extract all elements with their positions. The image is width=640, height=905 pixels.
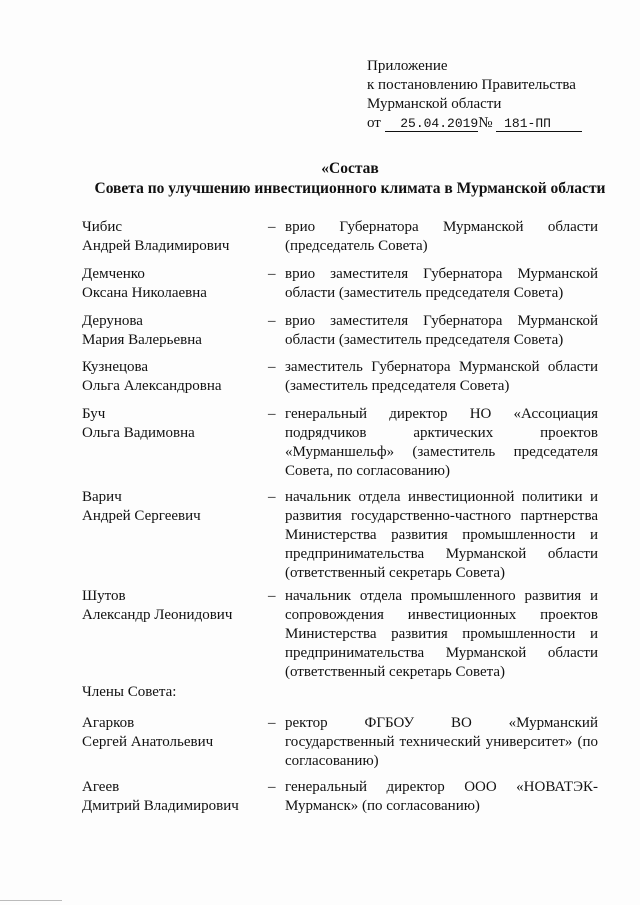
- member-role: врио заместителя Губернатора Мурманской области (заместитель председателя Совета): [285, 266, 598, 301]
- member-name: [82, 218, 262, 256]
- member-given-name: Александр Леонидович: [82, 607, 233, 623]
- member-role: генеральный директор ООО «НОВАТЭК-Мурманск» (по согласованию): [285, 779, 598, 814]
- dash-separator: –: [268, 779, 276, 795]
- appendix-label: Приложение: [367, 58, 448, 74]
- member-surname: Агарков: [82, 715, 135, 731]
- region-name: Мурманской области: [367, 96, 502, 112]
- member-role: начальник отдела инвестиционной политики и развития государственно-частного партнерства Министерства развития промышленности и предпринимательства Мурманской области (ответственный секретарь Совета): [285, 489, 598, 581]
- member-surname: Кузнецова: [82, 359, 149, 375]
- document-title: [60, 159, 640, 199]
- dash-separator: –: [268, 219, 276, 235]
- dash-separator: –: [268, 359, 276, 375]
- date-number-line: [367, 114, 582, 133]
- member-given-name: Андрей Владимирович: [82, 238, 230, 254]
- dash-separator: –: [268, 266, 276, 282]
- title-line-2: Совета по улучшению инвестиционного климата в Мурманской области: [94, 180, 606, 197]
- dash-separator: –: [268, 406, 276, 422]
- resolution-number: 181-ПП: [496, 116, 582, 132]
- member-given-name: Сергей Анатольевич: [82, 734, 214, 750]
- member-name: [82, 714, 262, 752]
- member-name: [82, 405, 262, 443]
- member-name: [82, 358, 262, 396]
- member-surname: Демченко: [82, 266, 145, 282]
- member-role: ректор ФГБОУ ВО «Мурманский государственный технический университет» (по согласованию): [285, 715, 598, 769]
- member-role: генеральный директор НО «Ассоциация подрядчиков арктических проектов «Мурманшельф» (заместитель председателя Совета, по согласованию): [285, 406, 598, 479]
- resolution-date: 25.04.2019: [385, 116, 479, 132]
- member-given-name: Оксана Николаевна: [82, 285, 207, 301]
- number-sign: №: [478, 115, 493, 131]
- member-given-name: Мария Валерьевна: [82, 332, 202, 348]
- member-name: [82, 312, 262, 350]
- member-surname: Буч: [82, 406, 106, 422]
- member-role: начальник отдела промышленного развития и сопровождения инвестиционных проектов Министерства развития промышленности и предпринимательства Мурманской области (ответственный секретарь Совета): [285, 588, 598, 680]
- member-surname: Шутов: [82, 588, 126, 604]
- date-prefix: от: [367, 115, 381, 131]
- member-given-name: Ольга Александровна: [82, 378, 222, 394]
- dash-separator: –: [268, 313, 276, 329]
- member-given-name: Ольга Вадимовна: [82, 425, 195, 441]
- member-role: врио Губернатора Мурманской области (председатель Совета): [285, 219, 598, 254]
- member-name: [82, 778, 262, 816]
- member-surname: Дерунова: [82, 313, 143, 329]
- member-surname: Агеев: [82, 779, 120, 795]
- scan-edge-mark: [0, 900, 62, 901]
- title-line-1: «Состав: [321, 160, 379, 177]
- resolution-reference: к постановлению Правительства: [367, 77, 576, 93]
- member-name: [82, 488, 262, 526]
- appendix-header: [367, 57, 582, 133]
- member-name: [82, 587, 262, 625]
- member-role: заместитель Губернатора Мурманской области (заместитель председателя Совета): [285, 359, 598, 394]
- member-surname: Варич: [82, 489, 122, 505]
- member-role: врио заместителя Губернатора Мурманской области (заместитель председателя Совета): [285, 313, 598, 348]
- dash-separator: –: [268, 588, 276, 604]
- member-given-name: Дмитрий Владимирович: [82, 798, 239, 814]
- member-given-name: Андрей Сергеевич: [82, 508, 201, 524]
- member-surname: Чибис: [82, 219, 123, 235]
- member-name: [82, 265, 262, 303]
- dash-separator: –: [268, 715, 276, 731]
- members-heading: Члены Совета:: [82, 684, 177, 700]
- dash-separator: –: [268, 489, 276, 505]
